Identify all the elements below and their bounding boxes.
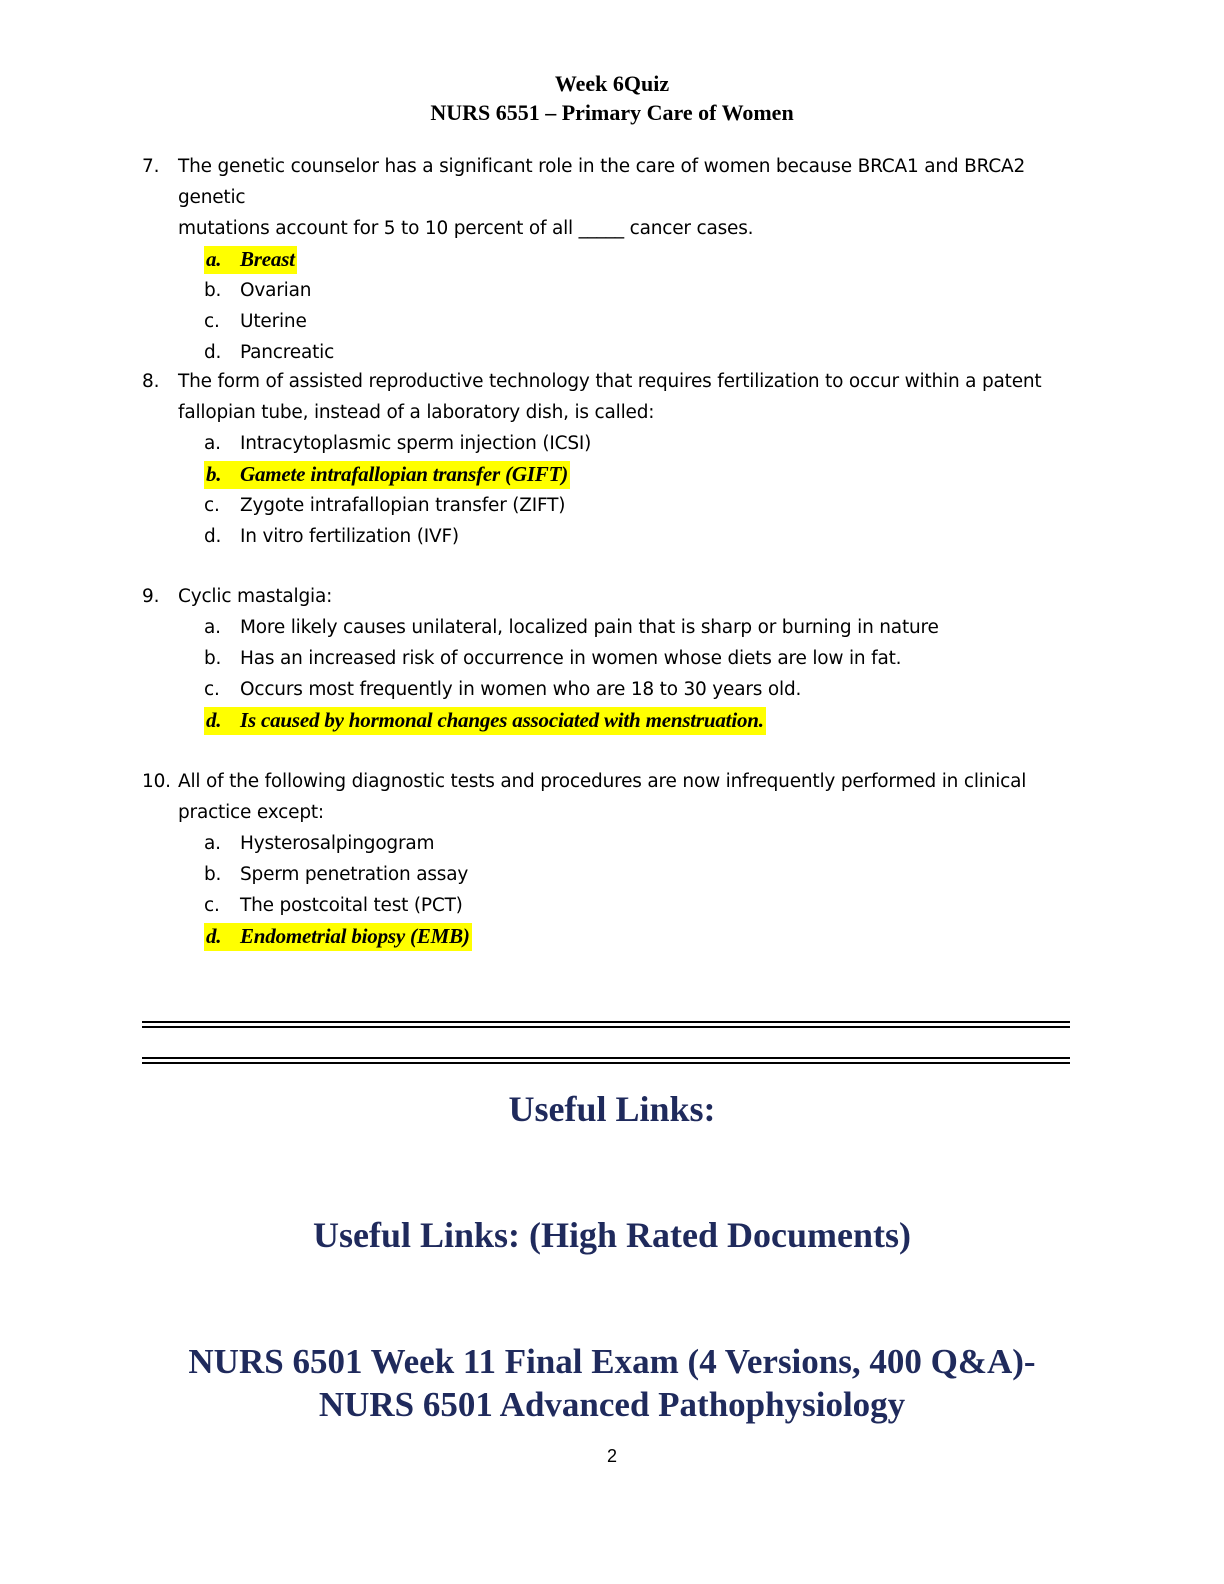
document-link[interactable] [0,1340,1224,1426]
answer-option [142,859,1082,890]
question-text-line2: mutations account for 5 to 10 percent of all _____ cancer cases. [178,218,754,239]
answer-option-correct [142,459,1082,490]
option-letter: d. [204,526,222,547]
question-text-line1: Cyclic mastalgia: [178,586,333,607]
answer-options [142,244,1082,368]
divider-rule [142,1021,1070,1023]
option-letter: d. [206,924,222,948]
option-text: Ovarian [240,280,312,301]
answer-option [142,521,1082,552]
answer-option [142,275,1082,306]
question-number: 7. [142,156,160,177]
useful-links-heading: Useful Links: [508,1089,716,1129]
option-text: Has an increased risk of occurrence in women whose diets are low in fat. [240,648,902,669]
option-text: Breast [240,247,295,271]
option-text: Intracytoplasmic sperm injection (ICSI) [240,433,592,454]
option-letter: c. [204,495,220,516]
option-letter: c. [204,895,220,916]
option-letter: d. [204,342,222,363]
option-letter: c. [204,311,220,332]
answer-option [142,643,1082,674]
answer-highlight [204,923,472,951]
document-link-line2[interactable]: NURS 6501 Advanced Pathophysiology [318,1385,906,1424]
question-number: 8. [142,371,160,392]
option-text: The postcoital test (PCT) [240,895,463,916]
course-title: NURS 6551 – Primary Care of Women [430,100,794,125]
question-text-line2: fallopian tube, instead of a laboratory dish, is called: [178,402,655,423]
option-letter: a. [204,833,221,854]
answer-options [142,828,1082,952]
divider-rule [142,1062,1070,1064]
option-letter: c. [204,679,220,700]
option-text: Endometrial biopsy (EMB) [240,924,470,948]
quiz-title: Week 6Quiz [554,71,670,96]
answer-highlight [204,246,297,274]
option-letter: b. [204,280,222,301]
answer-option [142,674,1082,705]
question-number: 9. [142,586,160,607]
option-letter: b. [204,864,222,885]
question-9 [142,581,1082,736]
divider-rule [142,1057,1070,1059]
option-letter: a. [204,433,221,454]
answer-option-correct [142,244,1082,275]
option-text: More likely causes unilateral, localized pain that is sharp or burning in nature [240,617,939,638]
question-text-line2: practice except: [178,802,324,823]
question-7 [142,151,1082,368]
answer-option [142,890,1082,921]
document-link-line1[interactable]: NURS 6501 Week 11 Final Exam (4 Versions, 400 Q&A)- [188,1342,1036,1381]
option-text: Zygote intrafallopian transfer (ZIFT) [240,495,566,516]
answer-highlight [204,707,766,735]
question-text-line1: The genetic counselor has a significant role in the care of women because BRCA1 and BRCA2 genetic [178,156,1026,208]
question-8 [142,366,1082,552]
option-text: Uterine [240,311,307,332]
answer-option-correct [142,705,1082,736]
question-text-line1: All of the following diagnostic tests and procedures are now infrequently performed in clinical [178,771,1027,792]
option-text: Pancreatic [240,342,335,363]
option-text: Occurs most frequently in women who are 18 to 30 years old. [240,679,802,700]
option-text: Is caused by hormonal changes associated with menstruation. [240,708,764,732]
answer-highlight [204,461,570,489]
option-letter: d. [206,708,222,732]
option-text: Hysterosalpingogram [240,833,435,854]
question-number: 10. [142,771,171,792]
answer-option-correct [142,921,1082,952]
option-text: Sperm penetration assay [240,864,469,885]
answer-option [142,306,1082,337]
answer-option [142,337,1082,368]
option-letter: a. [206,247,222,271]
option-text: Gamete intrafallopian transfer (GIFT) [240,462,569,486]
divider-rule [142,1026,1070,1028]
option-text: In vitro fertilization (IVF) [240,526,459,547]
question-text-line1: The form of assisted reproductive technology that requires fertilization to occur within a patent [178,371,1042,392]
option-letter: b. [204,648,222,669]
answer-option [142,828,1082,859]
answer-options [142,612,1082,736]
answer-option [142,612,1082,643]
question-10 [142,766,1082,952]
option-letter: b. [206,462,222,486]
option-letter: a. [204,617,221,638]
answer-options [142,428,1082,552]
page-number: 2 [606,1446,617,1466]
answer-option [142,428,1082,459]
answer-option [142,490,1082,521]
useful-links-subheading: Useful Links: (High Rated Documents) [312,1215,912,1255]
